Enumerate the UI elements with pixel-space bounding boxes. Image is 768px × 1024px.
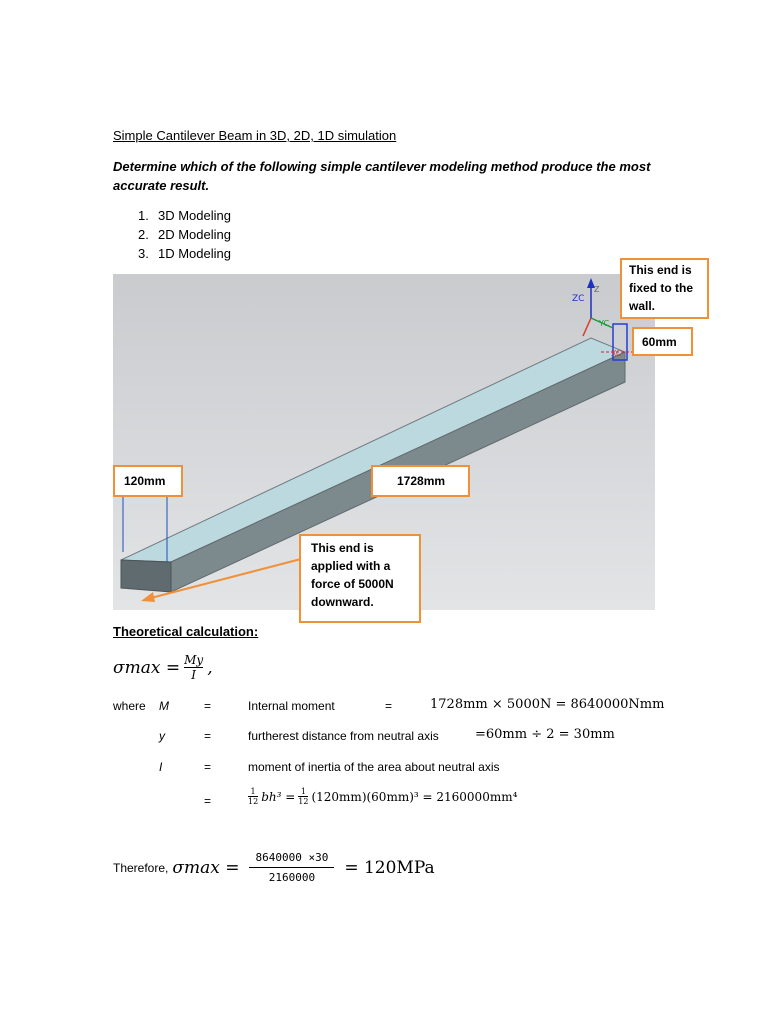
- beam-top-face: [121, 338, 625, 562]
- eq-sign: =: [204, 699, 212, 713]
- i-tail-term: (120mm)(60mm)³ = 2160000mm⁴: [311, 789, 518, 804]
- axis-label-yc: YC: [599, 319, 610, 328]
- list-label: 1D Modeling: [158, 246, 231, 261]
- therefore-label: Therefore,: [113, 860, 169, 875]
- eq-sign: =: [385, 699, 393, 713]
- y-value: =60mm ÷ 2 = 30mm: [475, 727, 615, 742]
- fraction-denominator: 2160000: [268, 871, 316, 884]
- list-number: 1.: [138, 208, 149, 223]
- list-item: [138, 206, 231, 225]
- formula-comma: ,: [207, 657, 213, 678]
- final-result: = 120MPa: [344, 857, 435, 878]
- list-label: 2D Modeling: [158, 227, 231, 242]
- fraction-numerator: 1: [250, 787, 256, 796]
- i-bh-term: bh³ =: [261, 789, 296, 804]
- i-fraction: [248, 787, 258, 806]
- callout-60mm: 60mm: [632, 327, 693, 356]
- callout-120mm: 120mm: [113, 465, 183, 497]
- y-description: furtherest distance from neutral axis: [248, 729, 439, 743]
- var-m: M: [159, 699, 169, 713]
- eq-sign: =: [204, 760, 212, 774]
- i-formula: [248, 787, 517, 806]
- axis-label-xc: XC: [611, 349, 622, 358]
- force-arrow-head: [141, 592, 155, 602]
- list-number: 3.: [138, 246, 149, 261]
- callout-fixed-end: This end is fixed to the wall.: [620, 258, 709, 319]
- sigma-max-label: σmax =: [113, 657, 181, 678]
- document-title: Simple Cantilever Beam in 3D, 2D, 1D simulation: [113, 128, 397, 143]
- i-fraction-2: [298, 787, 308, 806]
- beam-end-face: [121, 560, 171, 592]
- list-item: [138, 244, 231, 263]
- callout-force: This end is applied with a force of 5000N downward.: [299, 534, 421, 623]
- axis-label-zc: ZC: [572, 294, 585, 304]
- callout-1728mm: 1728mm: [371, 465, 470, 497]
- eq-sign: =: [204, 794, 212, 808]
- xc-axis-line: [583, 318, 591, 336]
- fraction-numerator: 1: [300, 787, 306, 796]
- stress-formula: [113, 653, 213, 682]
- list-item: [138, 225, 231, 244]
- list-number: 2.: [138, 227, 149, 242]
- fraction-numerator: 8640000 ×30: [255, 851, 329, 864]
- sigma-max-label: σmax =: [172, 857, 240, 878]
- i-description: moment of inertia of the area about neutral axis: [248, 760, 500, 774]
- fraction-numerator: My: [184, 653, 204, 667]
- fraction-denominator: 12: [248, 797, 259, 806]
- var-i: I: [159, 760, 163, 774]
- where-label: where: [113, 699, 146, 713]
- m-description: Internal moment: [248, 699, 335, 713]
- question-text: Determine which of the following simple cantilever modeling method produce the most accurate result.: [113, 159, 651, 193]
- axis-label-z: Z: [594, 285, 600, 294]
- final-fraction: [249, 851, 334, 884]
- formula-fraction: [184, 653, 203, 682]
- list-label: 3D Modeling: [158, 208, 231, 223]
- final-formula: [113, 851, 435, 884]
- eq-sign: =: [204, 729, 212, 743]
- m-value: 1728mm × 5000N = 8640000Nmm: [430, 697, 665, 712]
- calc-heading: Theoretical calculation:: [113, 624, 259, 639]
- method-list: [138, 206, 231, 263]
- fraction-denominator: 12: [298, 797, 309, 806]
- fraction-denominator: I: [191, 668, 197, 682]
- var-y: y: [159, 729, 165, 743]
